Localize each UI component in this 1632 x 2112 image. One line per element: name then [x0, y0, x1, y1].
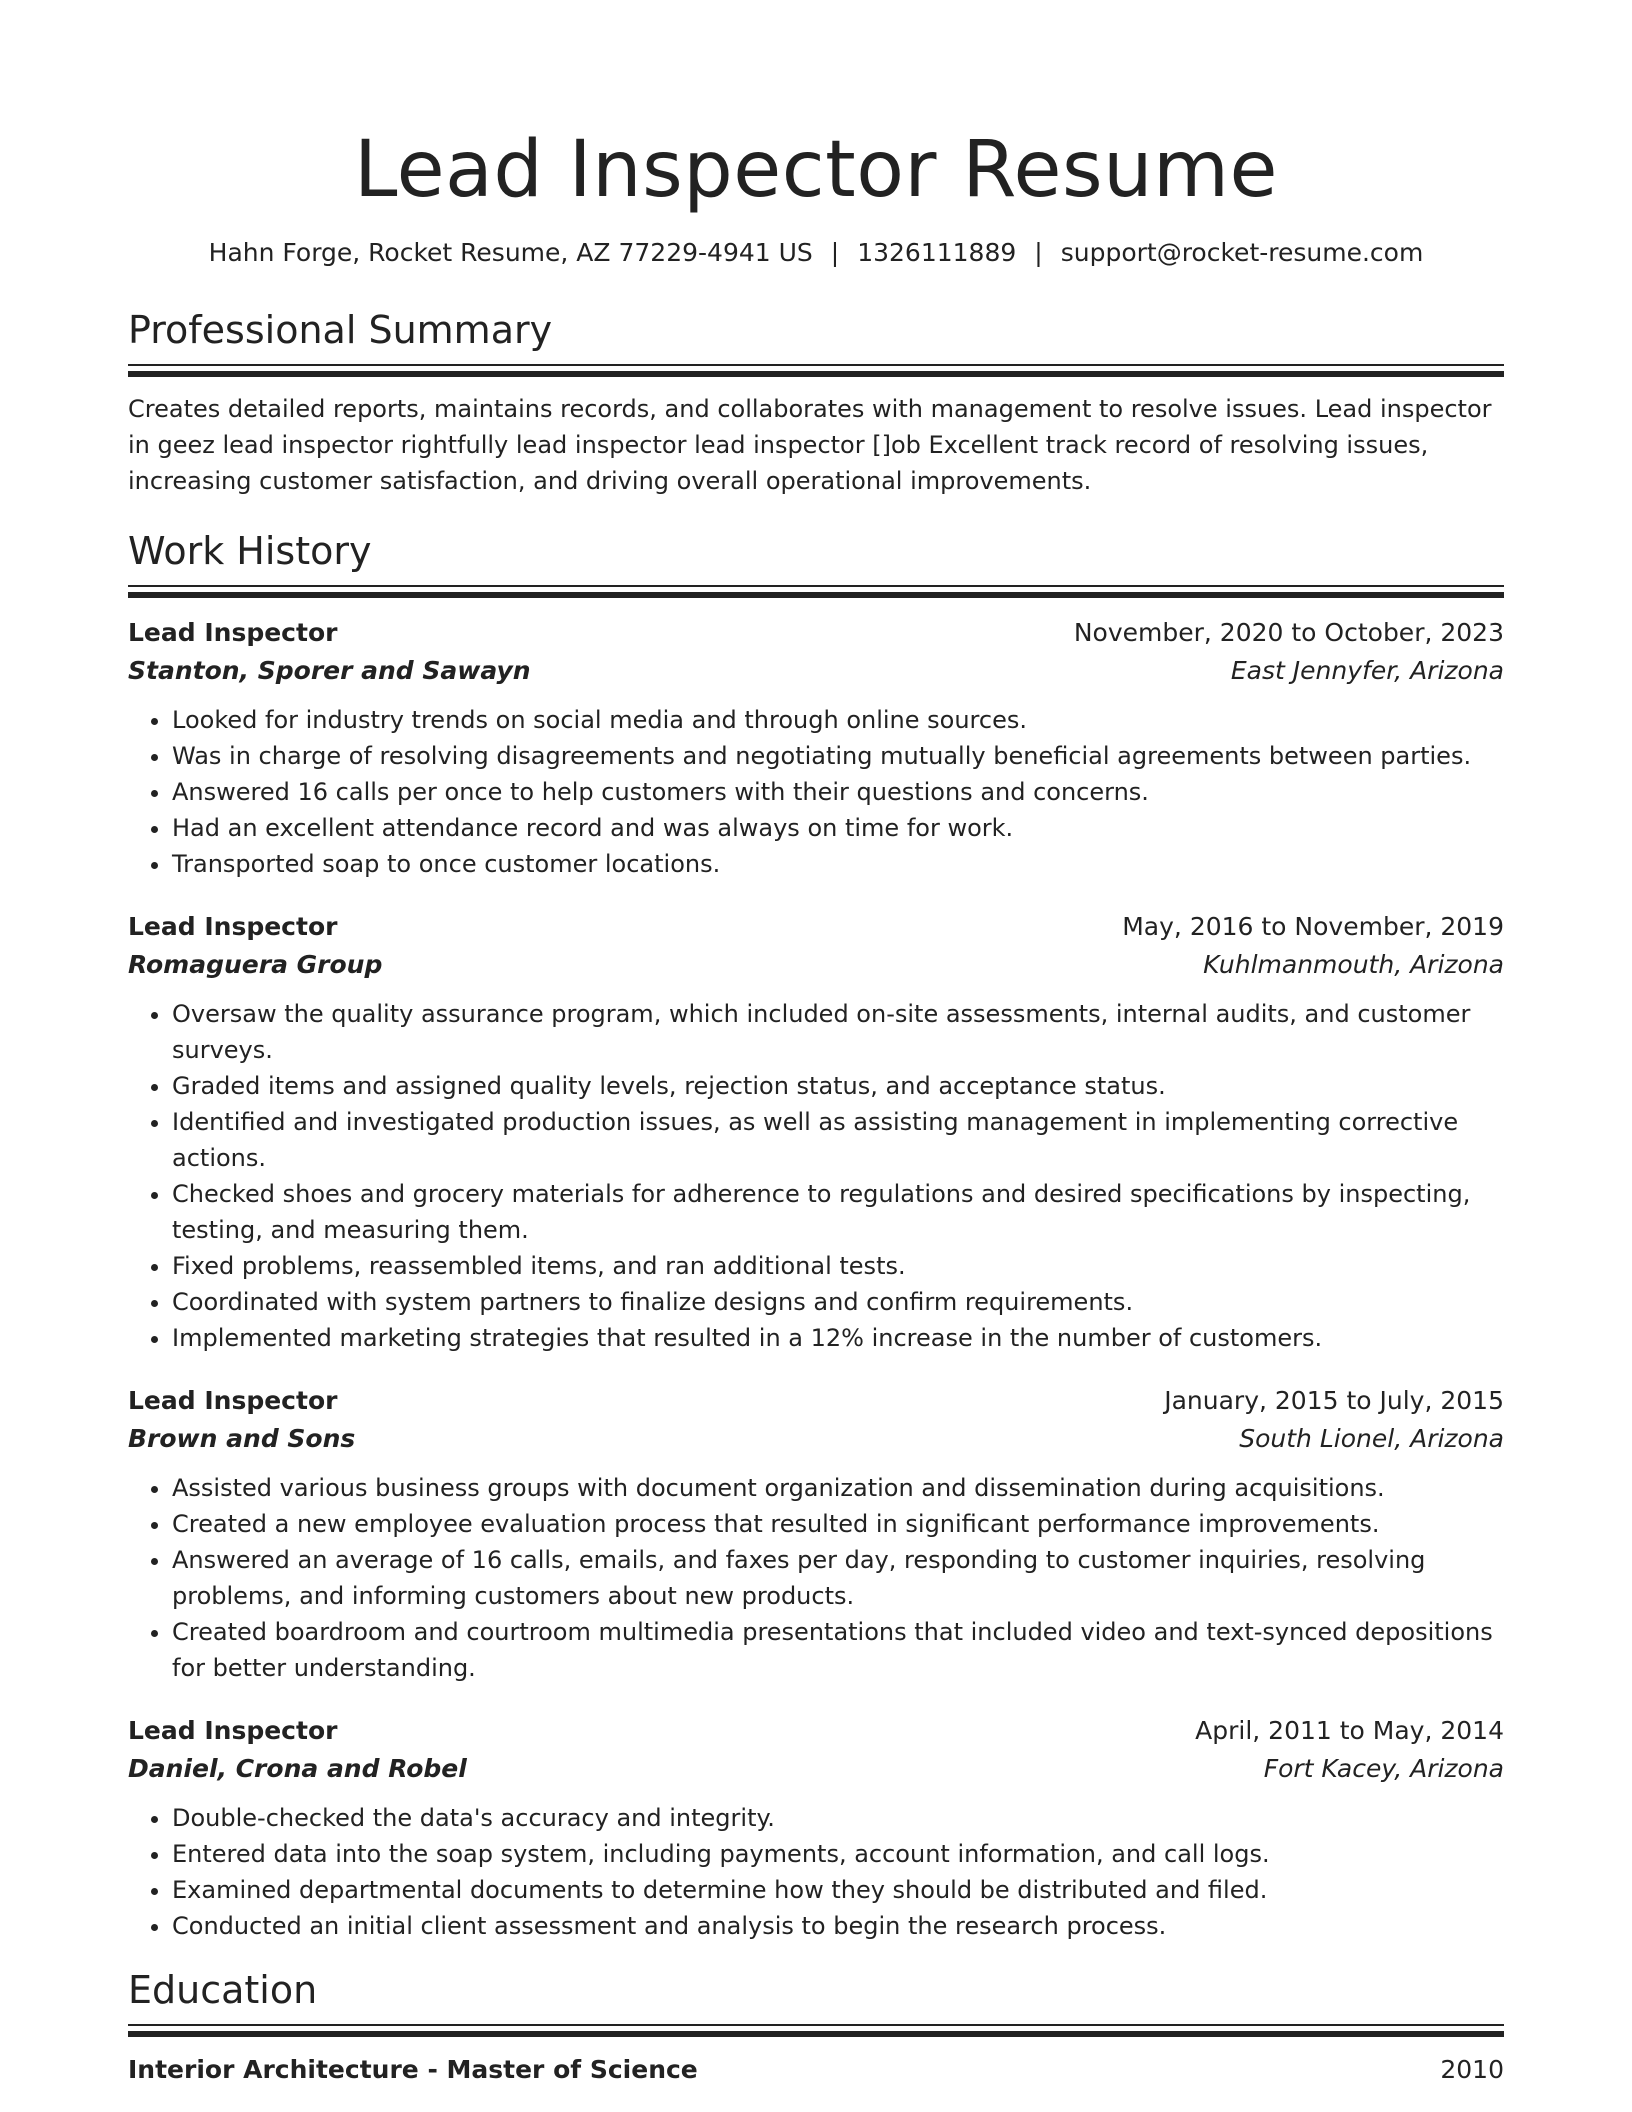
job-company: Daniel, Crona and Robel — [128, 1754, 467, 1783]
section-divider — [128, 364, 1504, 366]
job-entry — [128, 614, 1504, 882]
job-location: Fort Kacey, Arizona — [1263, 1754, 1504, 1783]
contact-address: Hahn Forge, Rocket Resume, AZ 77229-4941 US — [208, 238, 813, 267]
job-bullet: • Had an excellent attendance record and was always on time for work. — [172, 810, 1504, 846]
job-location: Kuhlmanmouth, Arizona — [1203, 950, 1504, 979]
job-bullet: • Conducted an initial client assessment and analysis to begin the research process. — [172, 1908, 1504, 1944]
job-dates: May, 2016 to November, 2019 — [1122, 912, 1504, 941]
section-divider-thick — [128, 592, 1504, 598]
job-bullet: • Checked shoes and grocery materials for adherence to regulations and desired specifications by inspecting, testing, and measuring them. — [172, 1176, 1504, 1248]
job-bullet: • Double-checked the data's accuracy and integrity. — [172, 1800, 1504, 1836]
contact-separator: | — [1034, 238, 1043, 267]
summary-section — [128, 306, 1504, 499]
job-bullet: • Created a new employee evaluation process that resulted in significant performance improvements. — [172, 1506, 1504, 1542]
job-header-row — [128, 908, 1504, 946]
job-bullet: • Answered an average of 16 calls, emails, and faxes per day, responding to customer inquiries, resolving problems, and informing customers about new products. — [172, 1542, 1504, 1614]
job-company-row — [128, 1750, 1504, 1788]
job-company-row — [128, 652, 1504, 690]
job-dates: November, 2020 to October, 2023 — [1073, 618, 1504, 647]
resume-title: Lead Inspector Resume — [353, 125, 1279, 215]
job-company-row — [128, 1420, 1504, 1458]
education-heading: Education — [128, 1968, 318, 2012]
job-bullet: • Created boardroom and courtroom multimedia presentations that included video and text-synced depositions for better understanding. — [172, 1614, 1504, 1686]
job-bullet: • Assisted various business groups with document organization and dissemination during acquisitions. — [172, 1470, 1504, 1506]
job-header-row — [128, 1712, 1504, 1750]
contact-separator: | — [830, 238, 840, 267]
job-company: Romaguera Group — [128, 950, 383, 979]
job-entry — [128, 1712, 1504, 1944]
education-entry — [128, 2051, 1504, 2089]
job-bullet: • Answered 16 calls per once to help customers with their questions and concerns. — [172, 774, 1504, 810]
section-divider — [128, 2024, 1504, 2026]
job-bullet: • Transported soap to once customer locations. — [172, 846, 1504, 882]
job-location: South Lionel, Arizona — [1239, 1424, 1504, 1453]
job-bullet: • Coordinated with system partners to finalize designs and confirm requirements. — [172, 1284, 1504, 1320]
resume-page — [128, 0, 1504, 2089]
job-bullet: • Looked for industry trends on social media and through online sources. — [172, 702, 1504, 738]
education-section — [128, 1966, 1504, 2089]
education-year: 2010 — [1440, 2055, 1504, 2084]
job-bullet-list — [128, 996, 1504, 1356]
job-company: Brown and Sons — [128, 1424, 356, 1453]
job-bullet: • Fixed problems, reassembled items, and ran additional tests. — [172, 1248, 1504, 1284]
job-bullet: • Graded items and assigned quality levels, rejection status, and acceptance status. — [172, 1068, 1504, 1104]
job-entry — [128, 908, 1504, 1356]
job-bullet: • Oversaw the quality assurance program, which included on-site assessments, internal audits, and customer surveys. — [172, 996, 1504, 1068]
job-company-row — [128, 946, 1504, 984]
job-title: Lead Inspector — [128, 1386, 338, 1415]
section-divider-thick — [128, 371, 1504, 377]
job-bullet: • Entered data into the soap system, including payments, account information, and call logs. — [172, 1836, 1504, 1872]
section-divider — [128, 585, 1504, 587]
summary-heading: Professional Summary — [128, 308, 553, 352]
summary-text: Creates detailed reports, maintains records, and collaborates with management to resolve issues. Lead inspector in geez lead inspector rightfully lead inspector lead inspector []ob Excellent track record of resolving issues, increasing customer satisfaction, and driving overall operational improvements. — [128, 395, 1492, 495]
job-title: Lead Inspector — [128, 1716, 338, 1745]
job-company: Stanton, Sporer and Sawayn — [128, 656, 531, 685]
job-bullet: • Examined departmental documents to determine how they should be distributed and filed. — [172, 1872, 1504, 1908]
job-bullet: • Identified and investigated production issues, as well as assisting management in implementing corrective actions. — [172, 1104, 1504, 1176]
job-bullet-list — [128, 702, 1504, 882]
job-entry — [128, 1382, 1504, 1686]
contact-phone[interactable]: 1326111889 — [857, 238, 1017, 267]
jobs-list — [128, 614, 1504, 1944]
job-title: Lead Inspector — [128, 618, 338, 647]
section-divider-thick — [128, 2031, 1504, 2037]
job-bullet-list — [128, 1800, 1504, 1944]
job-dates: January, 2015 to July, 2015 — [1164, 1386, 1504, 1415]
work-history-heading: Work History — [128, 529, 372, 573]
work-history-section — [128, 527, 1504, 1944]
job-header-row — [128, 614, 1504, 652]
contact-line — [128, 236, 1504, 270]
job-dates: April, 2011 to May, 2014 — [1195, 1716, 1504, 1745]
contact-email[interactable]: support@rocket-resume.com — [1060, 238, 1424, 267]
job-bullet: • Implemented marketing strategies that resulted in a 12% increase in the number of customers. — [172, 1320, 1504, 1356]
job-location: East Jennyfer, Arizona — [1230, 656, 1504, 685]
education-degree: Interior Architecture - Master of Science — [128, 2055, 698, 2084]
job-title: Lead Inspector — [128, 912, 338, 941]
job-bullet-list — [128, 1470, 1504, 1686]
job-bullet: • Was in charge of resolving disagreements and negotiating mutually beneficial agreements between parties. — [172, 738, 1504, 774]
job-header-row — [128, 1382, 1504, 1420]
